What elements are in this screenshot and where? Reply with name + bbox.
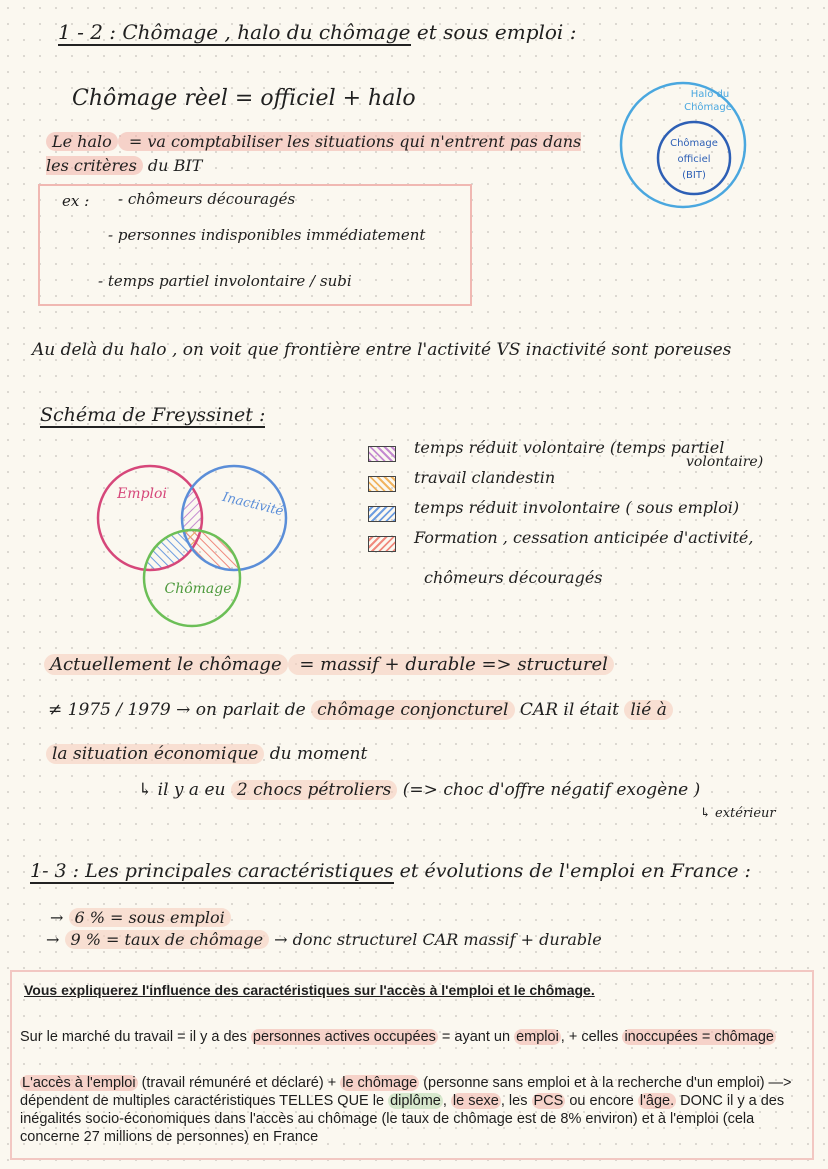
car-text: CAR il était xyxy=(514,700,625,720)
date-range-text: ≠ 1975 / 1979 → on parlait de xyxy=(48,700,312,720)
stat-taux-chomage xyxy=(46,930,602,949)
task-title: Vous expliquerez l'influence des caractéristiques sur l'accès à l'emploi et le chômage. xyxy=(24,982,595,998)
p2-acces-emploi: L'accès à l'emploi xyxy=(22,1075,136,1091)
legend-text: temps réduit involontaire ( sous emploi) xyxy=(414,498,740,517)
inner-label-3: (BIT) xyxy=(682,170,706,181)
example-item: - temps partiel involontaire / subi xyxy=(98,272,352,290)
legend-text-2: chômeurs découragés xyxy=(424,568,603,587)
sec2-title-b: et évolutions de l'emploi en France : xyxy=(393,860,751,882)
chomage-equation: Chômage rèel = officiel + halo xyxy=(72,86,416,111)
porous-boundary-note: Au delà du halo , on voit que frontière entre l'activité VS inactivité sont poreuses xyxy=(32,340,732,360)
legend-text-2: volontaire) xyxy=(686,454,764,470)
p2-age: l'âge. xyxy=(639,1093,675,1109)
legend-text: Formation , cessation anticipée d'activité, xyxy=(414,528,754,547)
structural-line xyxy=(44,654,614,675)
p1-actives-occupees: personnes actives occupées xyxy=(252,1029,436,1045)
outer-label-1: Halo du xyxy=(690,89,730,100)
massif-durable-text: = massif + durable => structurel xyxy=(288,654,614,675)
du-moment: du moment xyxy=(264,744,368,764)
task-paragraph-2 xyxy=(20,1074,810,1146)
hatch-swatch-purple xyxy=(368,446,396,462)
chomage-conjoncturel: chômage conjoncturel xyxy=(311,700,514,720)
example-item: - personnes indisponibles immédiatement xyxy=(108,226,426,244)
halo-term: Le halo xyxy=(46,132,118,151)
venn-label-emploi: Emploi xyxy=(117,486,167,502)
legend-text: temps réduit volontaire (temps partiel xyxy=(414,438,725,457)
il-y-a-eu: ↳ il y a eu xyxy=(138,780,231,800)
halo-bit: du BIT xyxy=(142,156,203,175)
lie-a-text: lié à xyxy=(624,700,672,720)
p2-j: ou encore xyxy=(565,1093,638,1109)
section-title-1-2 xyxy=(58,20,576,44)
example-item: - chômeurs découragés xyxy=(118,190,296,208)
p1-a: Sur le marché du travail = il y a des xyxy=(20,1029,251,1045)
inner-label-1: Chômage xyxy=(670,138,718,149)
p1-e: , + celles xyxy=(560,1029,623,1045)
hatch-swatch-red xyxy=(368,536,396,552)
stat1-text: 6 % = sous emploi xyxy=(69,908,231,927)
actuellement-text: Actuellement le chômage xyxy=(44,654,288,675)
p2-sexe: le sexe xyxy=(452,1093,499,1109)
halo-circles-diagram xyxy=(618,80,748,210)
situation-line xyxy=(46,744,367,764)
schema-title xyxy=(40,404,265,426)
section-title-1-3 xyxy=(30,860,751,882)
arrow: → xyxy=(50,908,69,927)
chocs-petroliers: 2 chocs pétroliers xyxy=(231,780,398,800)
p2-diplome: diplôme xyxy=(390,1093,441,1109)
arrow: → xyxy=(46,930,65,949)
task-paragraph-1 xyxy=(20,1028,800,1046)
inner-label-2: officiel xyxy=(677,154,711,165)
stat2-rest: → donc structurel CAR massif + durable xyxy=(269,930,602,949)
hatch-swatch-orange xyxy=(368,476,396,492)
p1-emploi: emploi xyxy=(516,1029,559,1045)
title-rest: et sous emploi : xyxy=(410,20,577,44)
title-underlined: 1 - 2 : Chômage , halo du chômage xyxy=(58,20,411,44)
p2-pcs: PCS xyxy=(533,1093,564,1109)
choc-offre: (=> choc d'offre négatif exogène ) xyxy=(397,780,701,800)
p2-f: , xyxy=(442,1093,451,1109)
legend-text: travail clandestin xyxy=(414,468,556,487)
p2-b: (travail rémunéré et déclaré) + xyxy=(137,1075,341,1091)
chocs-line xyxy=(138,780,700,800)
p2-l: DONC il y a des inégalités socio-économiques dans l'accès au chômage (le taux de chômage est de 8% environ) et à l'emploi (cela concerne 27 millions de personnes) en France xyxy=(20,1093,785,1145)
halo-def-text: = va comptabiliser les situations qui n'entrent pas dans les critères xyxy=(46,132,582,175)
situation-economique: la situation économique xyxy=(46,744,264,764)
p1-c: = ayant un xyxy=(437,1029,515,1045)
exterieur-note: ↳ extérieur xyxy=(700,806,776,821)
p2-le-chomage: le chômage xyxy=(342,1075,418,1091)
stat-sous-emploi xyxy=(50,908,231,927)
ex-label: ex : xyxy=(62,192,90,210)
venn-label-inactivite: Inactivité xyxy=(220,489,285,520)
stat2-text: 9 % = taux de chômage xyxy=(65,930,270,949)
hatch-swatch-blue xyxy=(368,506,396,522)
schema-title-text: Schéma de Freyssinet : xyxy=(40,404,266,426)
p2-h: , les xyxy=(500,1093,532,1109)
conjoncturel-line xyxy=(48,700,673,720)
freyssinet-venn-diagram xyxy=(92,448,302,628)
halo-definition xyxy=(46,130,606,178)
venn-label-chomage: Chômage xyxy=(164,581,232,597)
p2-d: (personne sans emploi et à la recherche d'un emploi) —> dépendent de multiples caractéristiques TELLES QUE le xyxy=(20,1075,792,1109)
outer-label-2: Chômage xyxy=(684,102,732,113)
sec2-title-a: 1- 3 : Les principales caractéristiques xyxy=(30,860,394,882)
p1-inoccupees: inoccupées = chômage xyxy=(624,1029,774,1045)
